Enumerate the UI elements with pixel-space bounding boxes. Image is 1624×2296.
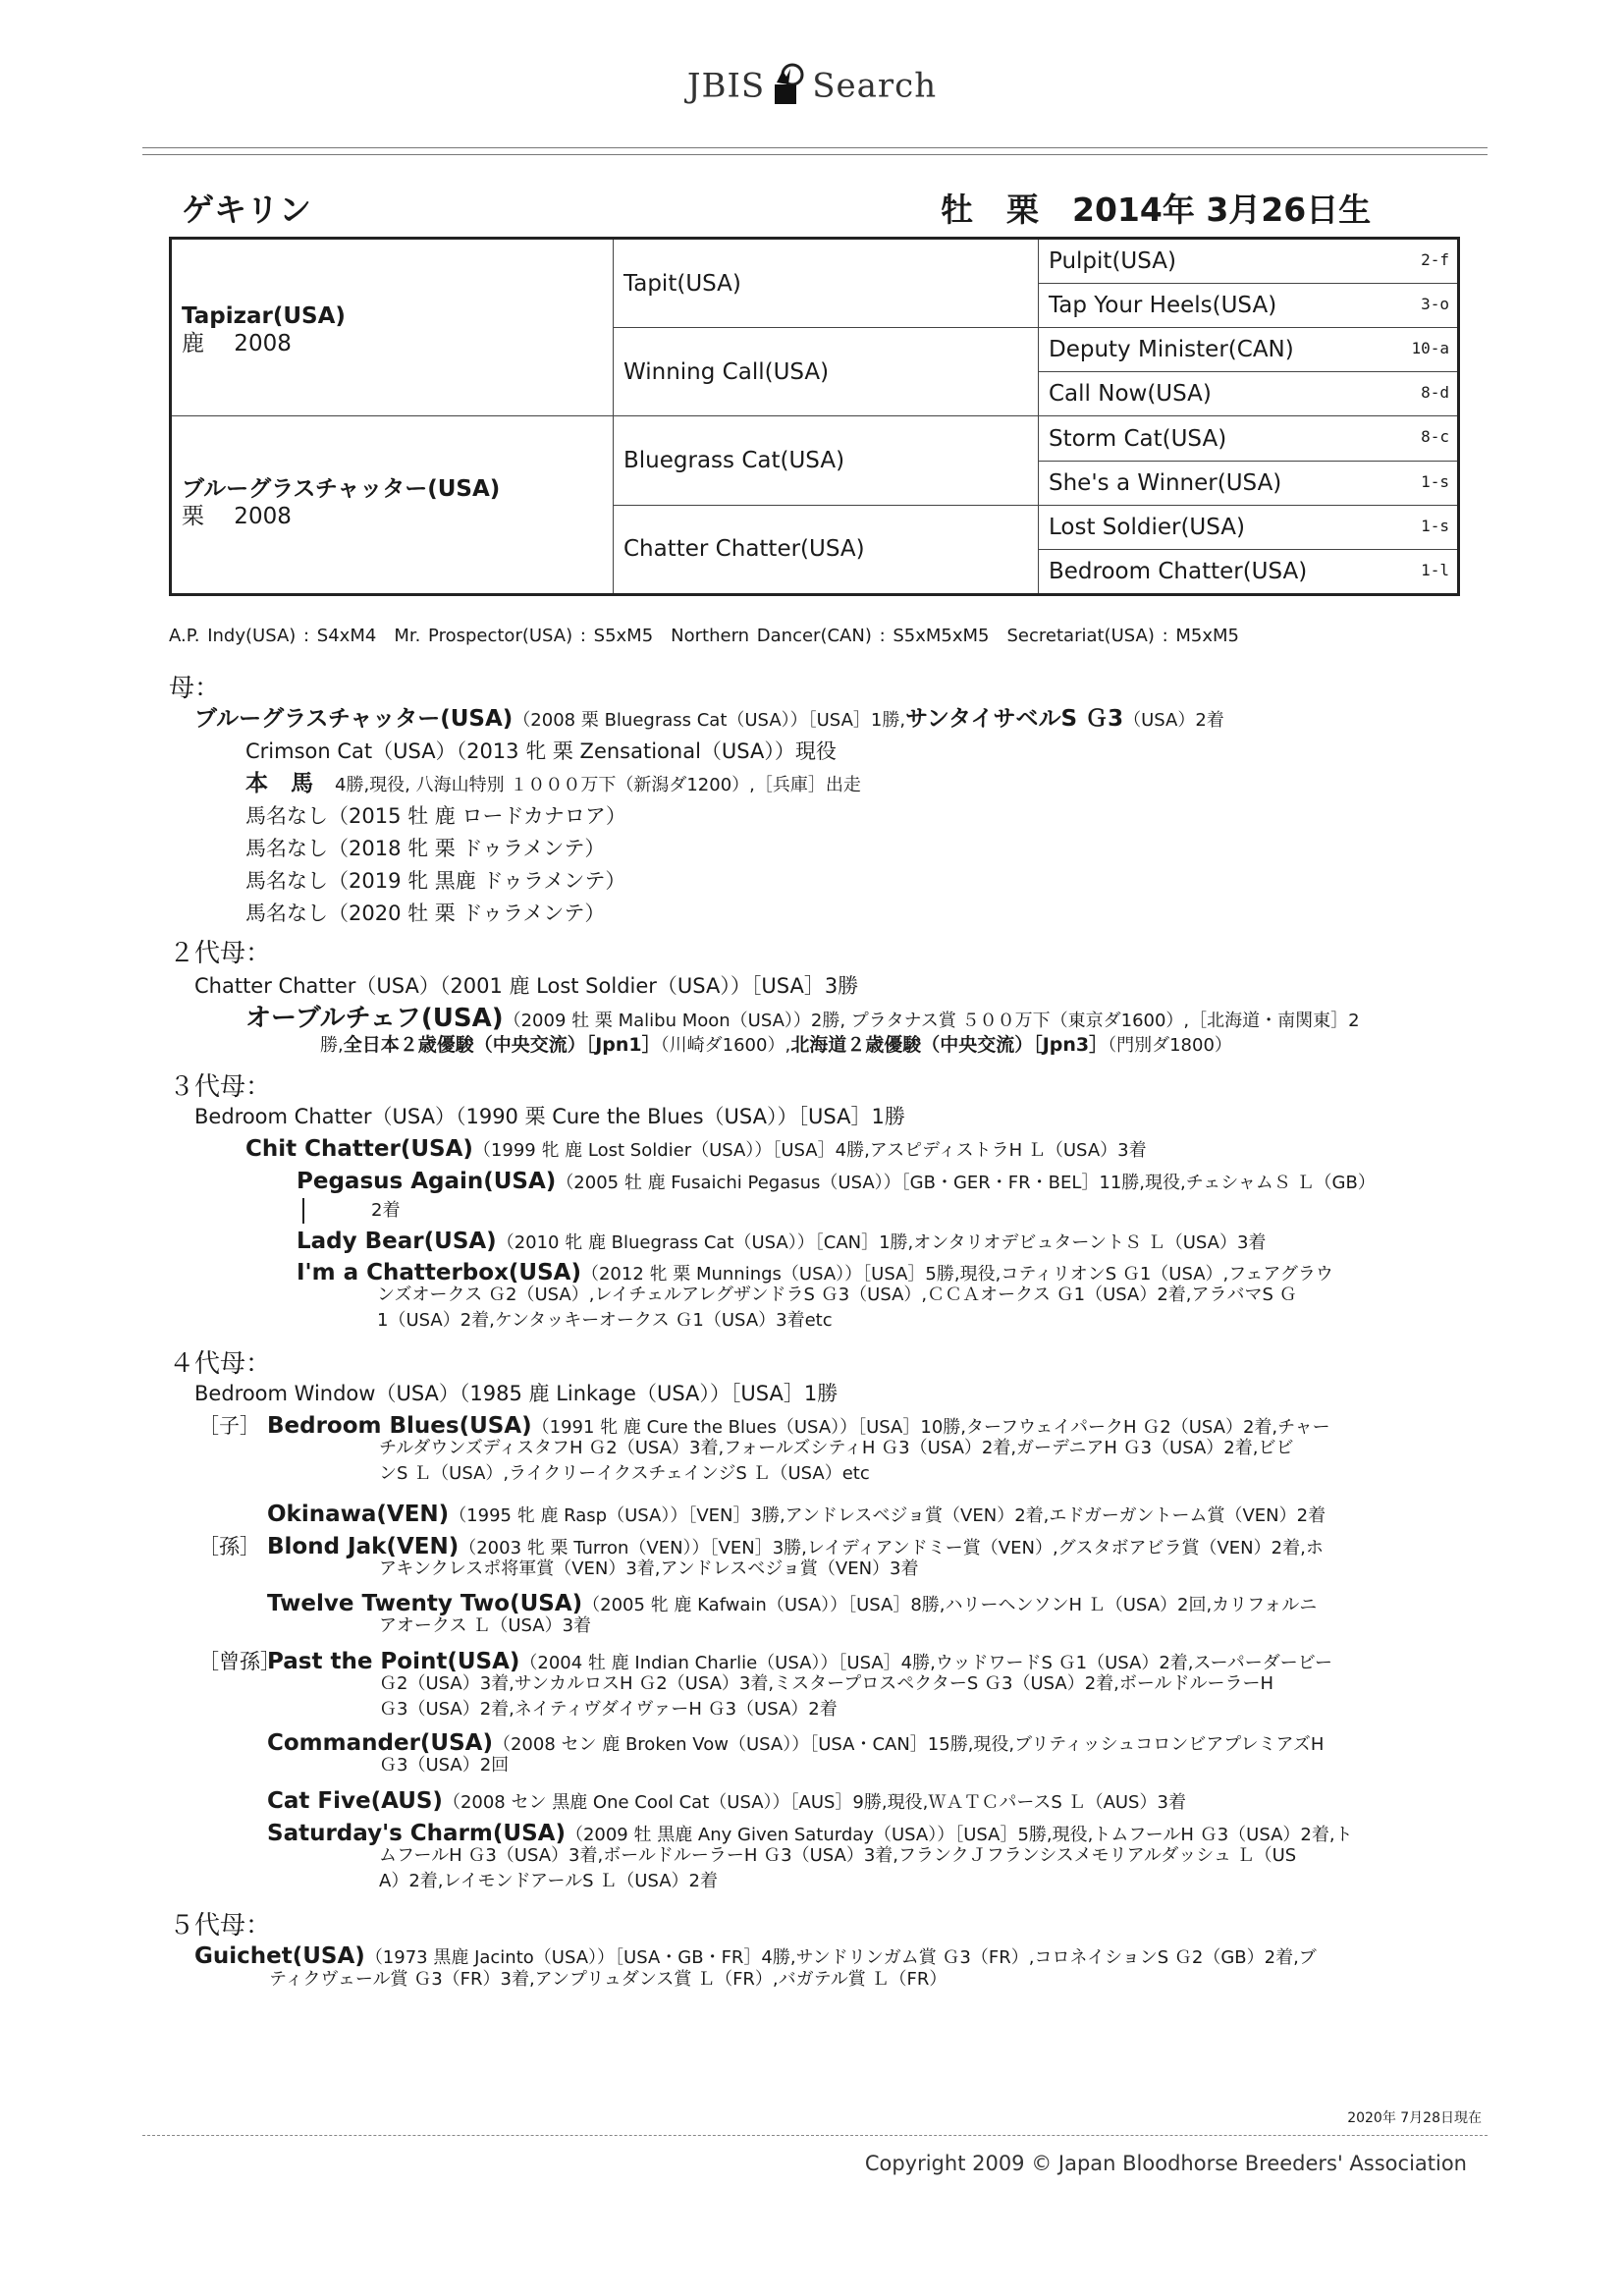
g3-name: Bedroom Chatter(USA): [1049, 558, 1308, 584]
offspring-line: 本 馬 4勝,現役, 八海山特別 １０００万下（新潟ダ1200）,［兵庫］出走: [245, 771, 861, 796]
sire-name: Tapizar(USA): [182, 303, 346, 329]
g3-name: Call Now(USA): [1049, 381, 1212, 408]
descendant-line-cont: Ｇ2（USA）3着,サンカルロスH Ｇ2（USA）3着,ミスタープロスペクターS Ｇ3（USA）2着,ボールドルーラーH: [379, 1673, 1274, 1694]
g3-name: Pulpit(USA): [1049, 248, 1176, 275]
g2dam-child-line2: 勝,全日本２歳優駿（中央交流）［Jpn1］（川崎ダ1600）,北海道２歳優駿（中央交流）［Jpn3］（門別ダ1800）: [320, 1034, 1232, 1056]
as-of-date: 2020年 7月28日現在: [1347, 2110, 1482, 2126]
horse-sex: 牡: [941, 191, 973, 229]
child-name: オーブルチェフ(USA): [245, 1004, 504, 1033]
g3-name: Deputy Minister(CAN): [1049, 337, 1294, 363]
dam-sub: 栗 2008: [182, 504, 292, 530]
section-g4dam-heading: ４代母：: [169, 1349, 272, 1379]
g2-cell: Winning Call(USA): [614, 328, 1039, 416]
g3dam-line: Bedroom Chatter（USA）（1990 栗 Cure the Blues（USA））［USA］1勝: [194, 1105, 905, 1128]
descendant-line: Twelve Twenty Two(USA)（2005 牝 鹿 Kafwain（USA））［USA］8勝,ハリーヘンソンH Ｌ（USA）2回,カリフォルニ: [267, 1591, 1318, 1616]
dam-line: [194, 703, 1224, 737]
family-number: 1-s: [1421, 471, 1449, 491]
section-g5dam-heading: ５代母：: [169, 1911, 272, 1941]
family-number: 8-d: [1421, 383, 1449, 403]
chit-chatter-line: Chit Chatter(USA)（1999 牝 鹿 Lost Soldier（USA））［USA］4勝,アスピディストラH Ｌ（USA）3着: [245, 1136, 1147, 1162]
family-number: 3-o: [1421, 295, 1449, 314]
descendant-line: Okinawa(VEN)（1995 牝 鹿 Rasp（USA））［VEN］3勝,アンドレスベジョ賞（VEN）2着,エドガーガントーム賞（VEN）2着: [267, 1502, 1326, 1527]
descendant-line: Bedroom Blues(USA)（1991 牝 鹿 Cure the Blues（USA））［USA］10勝,ターフウェイパークH Ｇ2（USA）2着,チャー: [267, 1413, 1330, 1439]
sire-sub: 鹿 2008: [182, 331, 292, 356]
g3-name: Tap Your Heels(USA): [1049, 293, 1277, 319]
descendant-line-cont: ムフールH Ｇ3（USA）3着,ボールドルーラーH Ｇ3（USA）3着,フランクＪフランシスメモリアルダッシュ Ｌ（US: [379, 1845, 1297, 1866]
offspring-line: 馬名なし（2018 牝 栗 ドゥラメンテ）: [245, 837, 606, 860]
dam-name: ブルーグラスチャッター(USA): [182, 476, 501, 503]
g3-cell: [1039, 284, 1459, 328]
dam-tail: （USA）2着: [1123, 710, 1224, 731]
g3-cell: [1039, 372, 1459, 416]
family-number: 1-s: [1421, 516, 1449, 535]
copyright: Copyright 2009 © Japan Bloodhorse Breeders' Association: [864, 2152, 1467, 2175]
g2dam-line: Chatter Chatter（USA）（2001 鹿 Lost Soldier（USA））［USA］3勝: [194, 974, 859, 998]
family-number: 8-c: [1421, 427, 1449, 447]
horse-name: ゲキリン: [182, 191, 311, 229]
g3-cell: [1039, 239, 1459, 284]
horse-birth: 2014年 3月26日生: [1072, 191, 1372, 229]
g2-cell: Chatter Chatter(USA): [614, 505, 1039, 594]
pedigree-table: [169, 237, 1460, 596]
section-g3dam-heading: ３代母：: [169, 1072, 272, 1102]
descendant-line-cont: アキンクレスポ将軍賞（VEN）3着,アンドレスベジョ賞（VEN）3着: [379, 1558, 919, 1579]
horse-color: 栗: [1006, 191, 1039, 229]
g2-cell: Tapit(USA): [614, 239, 1039, 328]
g3-cell: [1039, 549, 1459, 594]
offspring-line: 馬名なし（2015 牡 鹿 ロードカナロア）: [245, 804, 626, 828]
jbis-logo: [0, 61, 1624, 115]
g3-cell: [1039, 505, 1459, 549]
inbreeding-note: A.P. Indy(USA) : S4xM4 Mr. Prospector(USA) : S5xM5 Northern Dancer(CAN) : S5xM5xM5 Secretariat(USA) : M5xM5: [169, 626, 1239, 646]
descendant-line-cont: Ｇ3（USA）2回: [379, 1755, 510, 1776]
descendant-line-cont: アオークス Ｌ（USA）3着: [379, 1615, 592, 1636]
logo-text-right: Search: [812, 66, 938, 106]
family-number: 10-a: [1411, 339, 1449, 358]
offspring-line: 馬名なし（2020 牡 栗 ドゥラメンテ）: [245, 902, 606, 925]
dam-name: ブルーグラスチャッター(USA): [194, 706, 514, 732]
descendant-line: Saturday's Charm(USA)（2009 牡 黒鹿 Any Given Saturday（USA））［USA］5勝,現役,トムフールH Ｇ3（USA）2着,ト: [267, 1821, 1353, 1846]
descendant-line: Commander(USA)（2008 セン 鹿 Broken Vow（USA））［USA・CAN］15勝,現役,ブリティッシュコロンビアプレミアズH: [267, 1730, 1325, 1756]
descendant-line: Cat Five(AUS)（2008 セン 黒鹿 One Cool Cat（USA））［AUS］9勝,現役,ＷＡＴＣパースS Ｌ（AUS）3着: [267, 1788, 1186, 1814]
g3-name: Storm Cat(USA): [1049, 425, 1227, 452]
chatterbox-line3: 1（USA）2着,ケンタッキーオークス Ｇ1（USA）3着etc: [377, 1310, 833, 1331]
family-number: 1-l: [1421, 560, 1449, 579]
g5dam-line: Guichet(USA)（1973 黒鹿 Jacinto（USA））［USA・GB・FR］4勝,サンドリンガム賞 Ｇ3（FR）,コロネイションS Ｇ2（GB）2着,ブ: [194, 1943, 1317, 1969]
horse-info: [941, 185, 1371, 231]
offspring-line: Crimson Cat（USA）（2013 牝 栗 Zensational（USA））現役: [245, 739, 837, 763]
g3-cell: [1039, 461, 1459, 505]
tree-connector: [302, 1198, 304, 1224]
pegasus-line2: 2着: [371, 1200, 401, 1221]
descendant-line: Blond Jak(VEN)（2003 牝 栗 Turron（VEN））［VEN］3勝,レイディアンドミー賞（VEN）,グスタボアビラ賞（VEN）2着,ホ: [267, 1534, 1324, 1559]
pegasus-line: Pegasus Again(USA)（2005 牡 鹿 Fusaichi Pegasus（USA））［GB・GER・FR・BEL］11勝,現役,チェシャムＳ Ｌ（GB）: [297, 1169, 1376, 1194]
lady-bear-line: Lady Bear(USA)（2010 牝 鹿 Bluegrass Cat（USA））［CAN］1勝,オンタリオデビュターントＳ Ｌ（USA）3着: [297, 1229, 1267, 1254]
tag-child: ［子］: [198, 1414, 260, 1438]
g3-cell: [1039, 416, 1459, 461]
descendant-line-cont: チルダウンズディスタフH Ｇ2（USA）3着,フォールズシティH Ｇ3（USA）2着,ガーデニアH Ｇ3（USA）2着,ビビ: [379, 1438, 1294, 1458]
honba-label: 本 馬: [245, 771, 313, 796]
g2dam-child-line: オーブルチェフ(USA)（2009 牡 栗 Malibu Moon（USA））2勝, プラタナス賞 ５００万下（東京ダ1600）,［北海道・南関東］2: [245, 1004, 1360, 1033]
tag-grandchild: ［孫］: [198, 1535, 260, 1558]
g2-cell: Bluegrass Cat(USA): [614, 416, 1039, 505]
g3-cell: [1039, 328, 1459, 372]
footer-divider: [142, 2135, 1488, 2136]
dam-race: サンタイサベルS Ｇ3: [905, 706, 1124, 732]
chatterbox-line2: ンズオークス Ｇ2（USA）,レイチェルアレグザンドラS Ｇ3（USA）,ＣＣＡオークス Ｇ1（USA）2着,アラバマS Ｇ: [377, 1285, 1297, 1305]
family-number: 2-f: [1421, 250, 1449, 269]
descendant-line-cont: ンS Ｌ（USA）,ライクリーイクスチェインジS Ｌ（USA）etc: [379, 1463, 870, 1484]
offspring-line: 馬名なし（2019 牝 黒鹿 ドゥラメンテ）: [245, 869, 626, 893]
section-dam-heading: 母：: [169, 674, 221, 703]
dam-detail: （2008 栗 Bluegrass Cat（USA））［USA］1勝,: [513, 710, 906, 731]
dam-cell: [171, 416, 614, 595]
tag-great-grandchild: ［曾孫］: [198, 1650, 281, 1673]
descendant-line-cont: A）2着,レイモンドアールS Ｌ（USA）2着: [379, 1871, 718, 1891]
chatterbox-line: I'm a Chatterbox(USA)（2012 牝 栗 Munnings（USA））［USA］5勝,現役,コティリオンS Ｇ1（USA）,フェアグラウ: [297, 1260, 1333, 1285]
g3-name: Lost Soldier(USA): [1049, 514, 1245, 540]
g4dam-line: Bedroom Window（USA）（1985 鹿 Linkage（USA））［USA］1勝: [194, 1382, 839, 1405]
g3-name: She's a Winner(USA): [1049, 469, 1282, 496]
horse-magnifier-icon: [769, 61, 808, 115]
logo-text-left: JBIS: [686, 66, 766, 106]
section-g2dam-heading: ２代母：: [169, 939, 272, 968]
header-divider: [142, 147, 1488, 155]
descendant-line: Past the Point(USA)（2004 牡 鹿 Indian Charlie（USA））［USA］4勝,ウッドワードS Ｇ1（USA）2着,スーパーダービー: [267, 1649, 1332, 1674]
descendant-line-cont: Ｇ3（USA）2着,ネイティヴダイヴァーH Ｇ3（USA）2着: [379, 1699, 838, 1720]
g5dam-line2: ティクヴェール賞 Ｇ3（FR）3着,アンプリュダンス賞 Ｌ（FR）,バガテル賞 Ｌ（FR）: [269, 1969, 947, 1990]
sire-cell: [171, 239, 614, 416]
